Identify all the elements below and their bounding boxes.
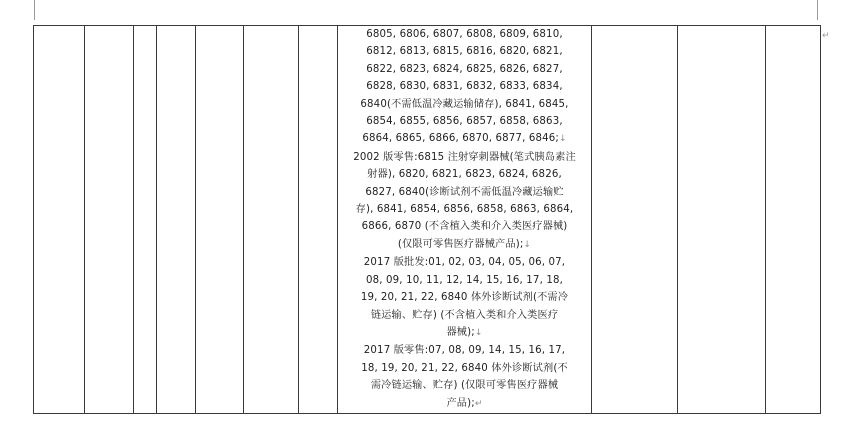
- text-line: [338, 201, 591, 218]
- table-cell-empty[interactable]: [678, 26, 766, 414]
- text-line-content: 6854, 6855, 6856, 6857, 6858, 6863,: [366, 116, 563, 128]
- text-line-content: 2017 版零售:07, 08, 09, 14, 15, 16, 17,: [363, 345, 566, 357]
- text-line-content: 6866, 6870 (不含植入类和介入类医疗器械): [361, 221, 568, 233]
- text-line: [338, 218, 591, 235]
- text-line: [338, 149, 591, 166]
- table-cell-empty[interactable]: [157, 26, 196, 414]
- business-scope-cell[interactable]: [338, 26, 592, 414]
- text-line: [338, 272, 591, 289]
- table-cell-empty[interactable]: [134, 26, 157, 414]
- paragraph-mark: ↓: [558, 134, 567, 145]
- document-table: [33, 25, 821, 414]
- text-line-content: 18, 19, 20, 21, 22, 6840 体外诊断试剂(不: [361, 362, 568, 374]
- table-cell-empty[interactable]: [34, 26, 85, 414]
- text-line: [338, 61, 591, 78]
- text-line-content: 需冷链运输、贮存) (仅限可零售医疗器械: [370, 380, 559, 392]
- text-line: [338, 130, 591, 148]
- text-line: [338, 289, 591, 306]
- text-line: [338, 43, 591, 60]
- text-line: [338, 236, 591, 254]
- text-line: [338, 96, 591, 113]
- text-line-content: 6827, 6840(诊断试剂不需低温冷藏运输贮: [365, 186, 564, 198]
- crop-mark-right: [817, 0, 818, 20]
- text-line-content: 射器), 6820, 6821, 6823, 6824, 6826,: [367, 169, 562, 181]
- table-cell-empty[interactable]: [299, 26, 338, 414]
- text-line: [338, 377, 591, 394]
- text-line: [338, 307, 591, 324]
- text-line: [338, 395, 591, 413]
- text-line: [338, 78, 591, 95]
- paragraph-mark: ↓: [523, 239, 532, 250]
- text-line: [338, 254, 591, 271]
- table-row: [34, 26, 821, 414]
- cell-end-mark: ↵: [474, 398, 483, 409]
- table-cell-empty[interactable]: [766, 26, 821, 414]
- text-line: [338, 184, 591, 201]
- text-line: [338, 324, 591, 342]
- text-line-content: (仅限可零售医疗器械产品);: [397, 238, 524, 250]
- text-line-content: 6828, 6830, 6831, 6832, 6833, 6834,: [366, 81, 563, 93]
- text-line: [338, 360, 591, 377]
- text-line: [338, 166, 591, 183]
- table-cell-empty[interactable]: [592, 26, 678, 414]
- paragraph-mark: ↓: [474, 327, 483, 338]
- crop-mark-left: [34, 0, 35, 20]
- text-line-content: 2017 版批发:01, 02, 03, 04, 05, 06, 07,: [363, 257, 566, 269]
- text-line-content: 6822, 6823, 6824, 6825, 6826, 6827,: [366, 63, 563, 75]
- table-cell-empty[interactable]: [244, 26, 299, 414]
- text-line: [338, 113, 591, 130]
- text-line-content: 6840(不需低温冷藏运输储存), 6841, 6845,: [360, 98, 569, 110]
- text-line-content: 08, 09, 10, 11, 12, 14, 15, 16, 17, 18,: [365, 274, 563, 286]
- table-cell-empty[interactable]: [196, 26, 244, 414]
- text-line-content: 存), 6841, 6854, 6856, 6858, 6863, 6864,: [355, 204, 574, 216]
- text-line-content: 器械);: [446, 326, 475, 338]
- text-line: [338, 342, 591, 359]
- table-cell-empty[interactable]: [85, 26, 134, 414]
- text-line-content: 6805, 6806, 6807, 6808, 6809, 6810,: [366, 29, 563, 40]
- text-line-content: 链运输、贮存) (不含植入类和介入类医疗: [370, 309, 559, 321]
- text-line-content: 6812, 6813, 6815, 6816, 6820, 6821,: [366, 46, 563, 58]
- text-line-content: 19, 20, 21, 22, 6840 体外诊断试剂(不需冷: [360, 292, 569, 304]
- text-line: [338, 26, 591, 43]
- row-end-mark: ↵: [822, 31, 830, 41]
- text-line-content: 产品);: [446, 397, 475, 409]
- text-line-content: 6864, 6865, 6866, 6870, 6877, 6846;: [362, 133, 559, 145]
- text-line-content: 2002 版零售:6815 注射穿刺器械(笔式胰岛素注: [353, 151, 576, 163]
